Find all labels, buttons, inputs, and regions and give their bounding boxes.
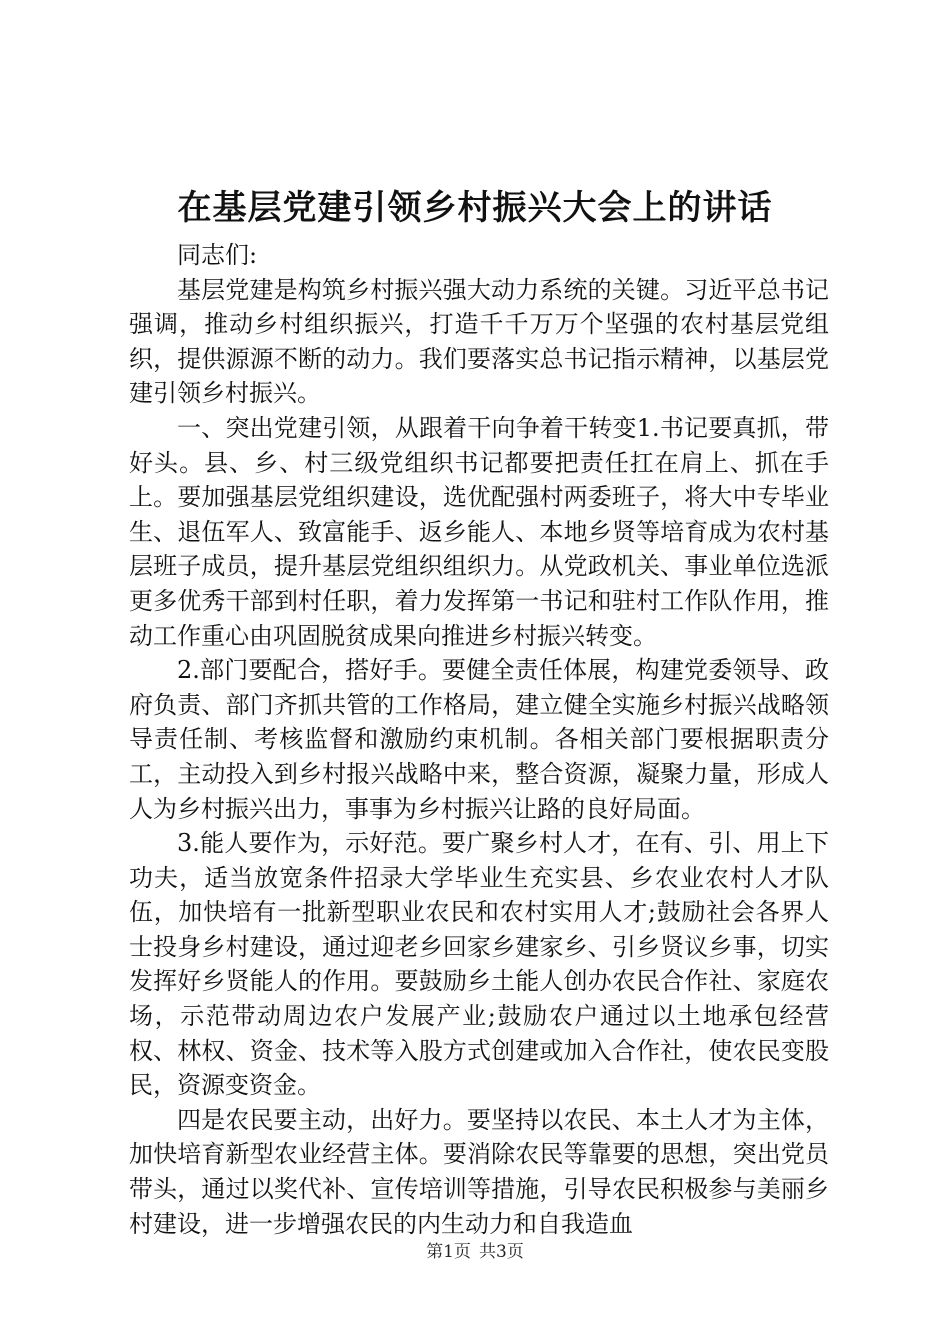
paragraph: 2.部门要配合，搭好手。要健全责任体展，构建党委领导、政府负责、部门齐抓共管的工作格局，建立健全实施乡村振兴战略领导责任制、考核监督和激励约束机制。各相关部门要根据职责分工，主动投入到乡村报兴战略中来，整合资源，凝聚力量，形成人人为乡村振兴出力，事事为乡村振兴让路的良好局面。 (129, 656, 829, 823)
page-total: 共3页 (479, 1242, 524, 1262)
paragraph: 一、突出党建引领，从跟着干向争着干转变1.书记要真抓，带好头。县、乡、村三级党组织书记都要把责任扛在肩上、抓在手上。要加强基层党组织建设，选优配强村两委班子，将大中专毕业生、退伍军人、致富能手、返乡能人、本地乡贤等培育成为农村基层班子成员，提升基层党组织组织力。从党政机关、事业单位选派更多优秀干部到村任职，着力发挥第一书记和驻村工作队作用，推动工作重心由巩固脱贫成果向推进乡村振兴转变。 (129, 413, 829, 650)
paragraph: 3.能人要作为，示好范。要广聚乡村人才，在有、引、用上下功夫，适当放宽条件招录大学毕业生充实县、乡农业农村人才队伍，加快培有一批新型职业农民和农村实用人才;鼓励社会各界人士投身乡村建设，通过迎老乡回家乡建家乡、引乡贤议乡事，切实发挥好乡贤能人的作用。要鼓励乡土能人创办农民合作社、家庭农场，示范带动周边农户发展产业;鼓励农户通过以土地承包经营权、林权、资金、技术等入股方式创建或加入合作社，使农民变股民，资源变资金。 (129, 829, 829, 1100)
paragraph: 基层党建是构筑乡村振兴强大动力系统的关键。习近平总书记强调，推动乡村组织振兴，打造千千万万个坚强的农村基层党组织，提供源源不断的动力。我们要落实总书记指示精神，以基层党建引领乡村振兴。 (129, 275, 829, 408)
paragraph: 四是农民要主动，出好力。要坚持以农民、本土人才为主体，加快培育新型农业经营主体。要消除农民等靠要的思想，突出党员带头，通过以奖代补、宣传培训等措施，引导农民积极参与美丽乡村建设，进一步增强农民的内生动力和自我造血 (129, 1105, 829, 1238)
page-number: 第1页 (426, 1242, 471, 1262)
salutation: 同志们: (177, 241, 258, 269)
page-footer (0, 1240, 950, 1264)
document-body (129, 238, 829, 1241)
document-title: 在基层党建引领乡村振兴大会上的讲话 (177, 188, 773, 228)
